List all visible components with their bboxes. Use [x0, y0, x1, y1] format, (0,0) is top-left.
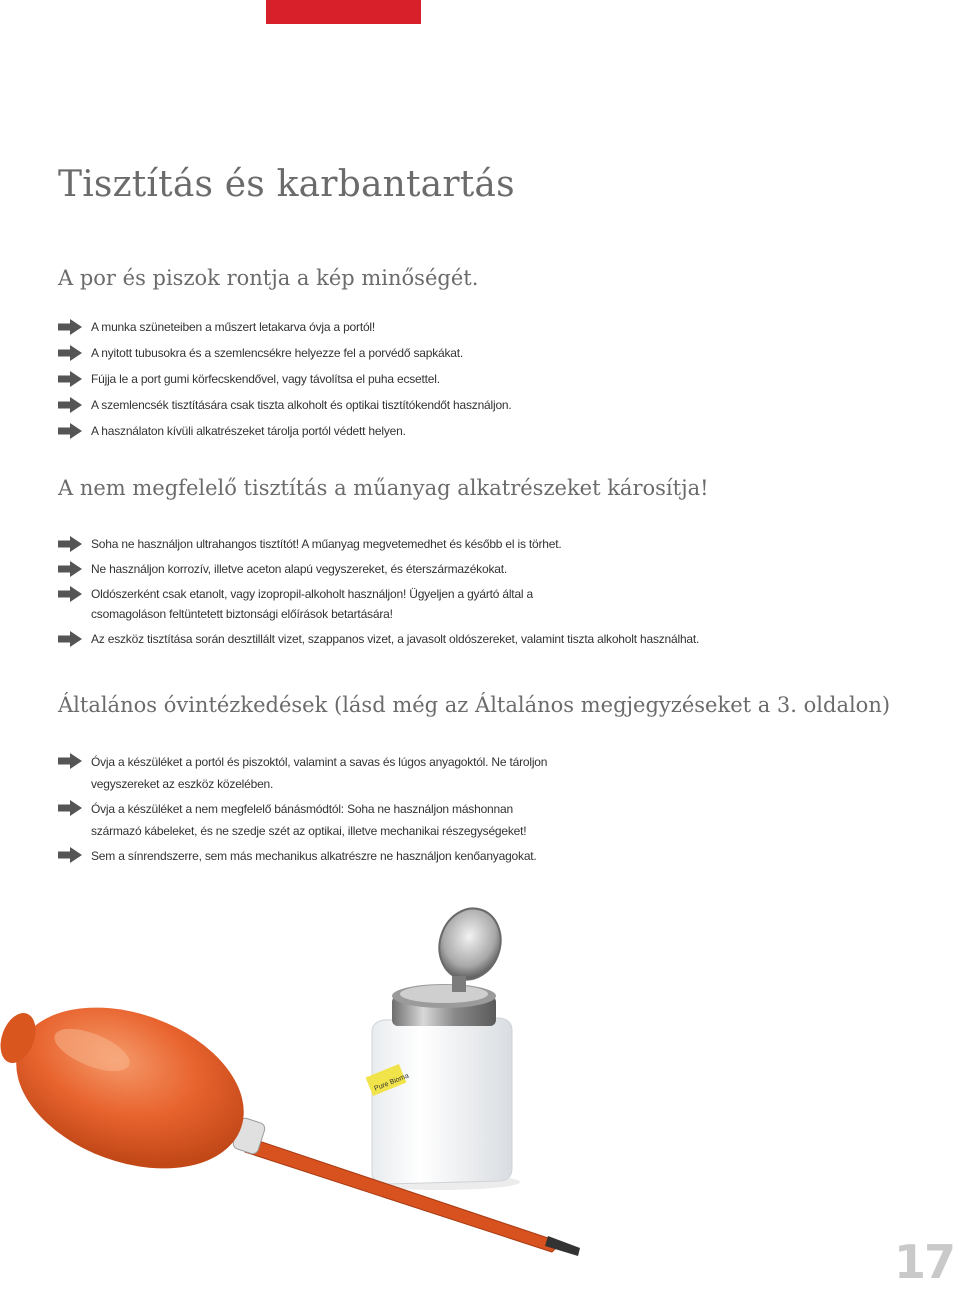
- arrow-right-icon: [58, 371, 82, 387]
- list-item: Soha ne használjon ultrahangos tisztítót! A műanyag megvetemedhet és később el is törhet.: [58, 534, 699, 554]
- list-item: Fújja le a port gumi körfecskendővel, vagy távolítsa el puha ecsettel.: [58, 370, 512, 396]
- cleaning-list: [58, 534, 699, 654]
- list-item: Óvja a készüléket a nem megfelelő bánásmódtól: Soha ne használjon máshonnan származó kábeleket, és ne szedje szét az optikai, illetve mechanikai részegységeket!: [58, 798, 561, 842]
- header-accent-bar: [266, 0, 421, 24]
- cleaning-tools-photo: [0, 900, 960, 1280]
- list-item: A munka szüneteiben a műszert letakarva óvja a portól!: [58, 318, 512, 344]
- section-heading-precautions: Általános óvintézkedések (lásd még az Általános megjegyzéseket a 3. oldalon): [58, 693, 891, 717]
- list-item: Óvja a készüléket a portól és piszoktól, valamint a savas és lúgos anyagoktól. Ne tároljon vegyszereket az eszköz közelében.: [58, 751, 551, 795]
- arrow-right-icon: [58, 423, 82, 439]
- arrow-right-icon: [58, 631, 82, 647]
- list-item: Sem a sínrendszerre, sem más mechanikus alkatrészre ne használjon kenőanyagokat.: [58, 845, 561, 867]
- list-item: A szemlencsék tisztítására csak tiszta alkoholt és optikai tisztítókendőt használjon.: [58, 396, 512, 422]
- list-item: Ne használjon korrozív, illetve aceton alapú vegyszereket, és éterszármazékokat.: [58, 559, 699, 579]
- dust-list: [58, 318, 512, 448]
- arrow-right-icon: [58, 561, 82, 577]
- page-number: 17: [893, 1235, 954, 1289]
- arrow-right-icon: [58, 586, 82, 602]
- page-title: Tisztítás és karbantartás: [58, 164, 515, 205]
- arrow-right-icon: [58, 847, 82, 863]
- arrow-right-icon: [58, 753, 82, 769]
- arrow-right-icon: [58, 345, 82, 361]
- arrow-right-icon: [58, 319, 82, 335]
- solvent-bottle-image: [360, 900, 520, 1190]
- section-heading-cleaning: A nem megfelelő tisztítás a műanyag alkatrészeket károsítja!: [58, 476, 709, 500]
- list-item: A használaton kívüli alkatrészeket tárolja portól védett helyen.: [58, 422, 512, 448]
- list-item: Oldószerként csak etanolt, vagy izopropil-alkoholt használjon! Ügyeljen a gyártó által a csomagoláson feltüntetett biztonsági előírások betartására!: [58, 584, 561, 624]
- arrow-right-icon: [58, 800, 82, 816]
- list-item: Az eszköz tisztítása során desztillált vizet, szappanos vizet, a javasolt oldószereket, valamint tiszta alkoholt használhat.: [58, 629, 699, 649]
- arrow-right-icon: [58, 397, 82, 413]
- arrow-right-icon: [58, 536, 82, 552]
- list-item: A nyitott tubusokra és a szemlencsékre helyezze fel a porvédő sapkákat.: [58, 344, 512, 370]
- precautions-list: [58, 751, 561, 870]
- bottle-label-text: Pure Bioma: [373, 1072, 410, 1093]
- section-heading-dust: A por és piszok rontja a kép minőségét.: [58, 266, 479, 290]
